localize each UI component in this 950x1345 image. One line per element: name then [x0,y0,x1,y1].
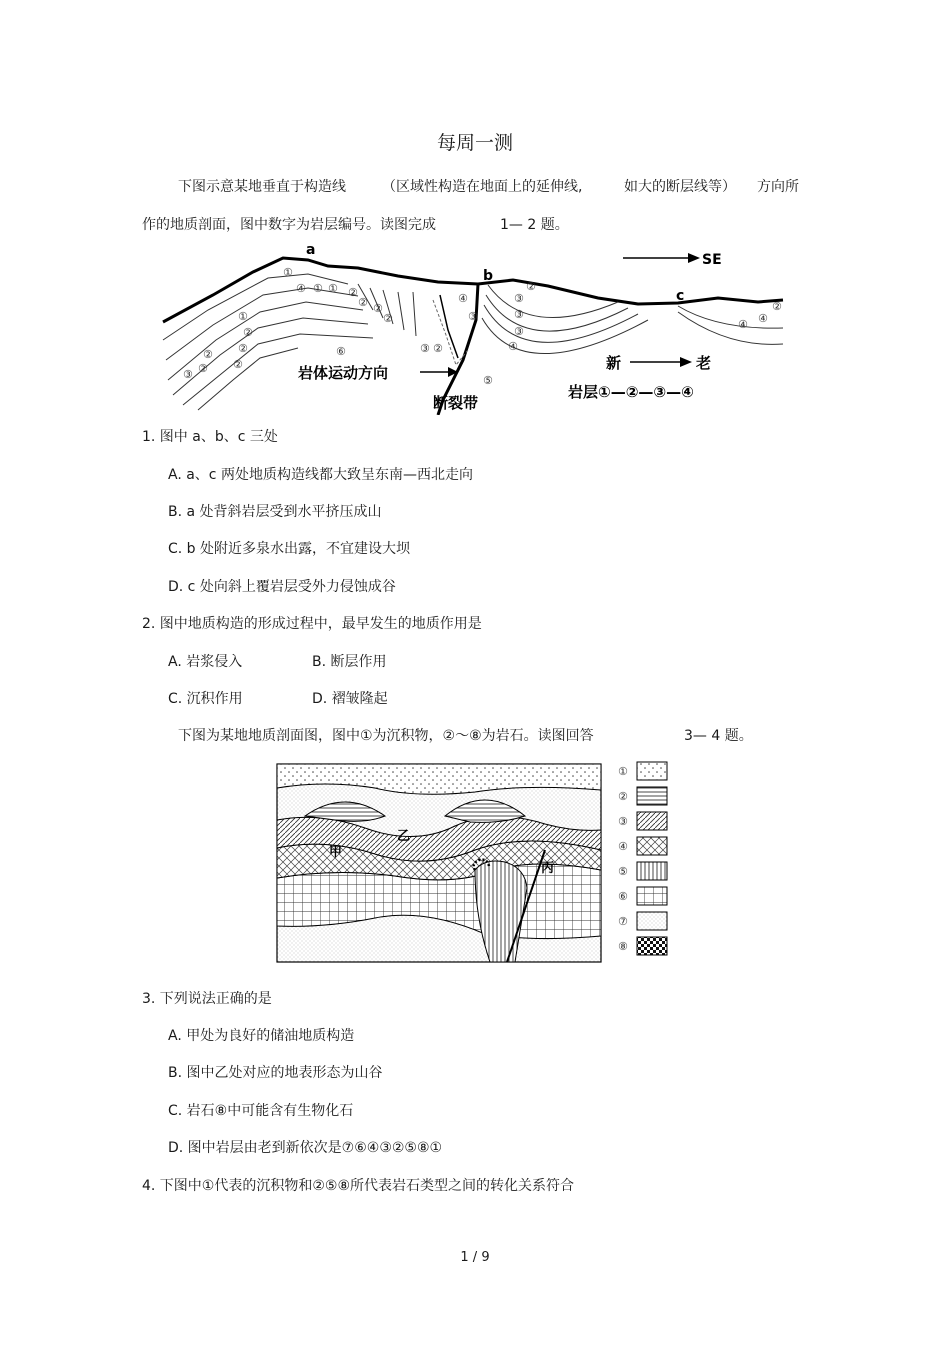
q3-option-c[interactable]: C. 岩石⑧中可能含有生物化石 [168,1103,354,1119]
intro1-line1-b: （区域性构造在地面上的延伸线, [382,179,583,195]
layer-mark: ② [233,358,243,371]
rock-movement-label: 岩体运动方向 [298,364,389,382]
layer-mark: ⑤ [483,374,493,387]
intro1-line2-a: 作的地质剖面，图中数字为岩层编号。读图完成 [142,217,436,233]
intro1-line1-a: 下图示意某地垂直于构造线 [178,179,346,195]
label-jia: 甲 [329,845,343,860]
intro1-line1-c: 如大的断层线等） [624,179,736,195]
q3-option-d[interactable]: D. 图中岩层由老到新依次是⑦⑥④③②⑤⑧① [168,1140,443,1156]
legend-num: ⑦ [618,915,628,928]
layer-mark: ④ [508,340,518,353]
layer-mark: ④ [296,282,306,295]
figure1-cross-section [158,240,790,415]
layer-mark: ② [348,286,358,299]
q3-stem: 3. 下列说法正确的是 [142,991,272,1007]
legend-swatch [637,912,667,930]
legend-swatch [637,887,667,905]
q1-option-c[interactable]: C. b 处附近多泉水出露，不宜建设大坝 [168,541,411,557]
point-label-c: c [676,288,685,304]
layer-mark: ② [203,348,213,361]
layer-mark: ② [358,296,368,309]
q1-stem: 1. 图中 a、b、c 三处 [142,429,278,445]
arrow-head-icon [680,357,692,367]
q4-stem: 4. 下图中①代表的沉积物和②⑤⑧所代表岩石类型之间的转化关系符合 [142,1178,575,1194]
layer-mark: ② [238,342,248,355]
q2-stem: 2. 图中地质构造的形成过程中，最早发生的地质作用是 [142,616,482,632]
layer-mark: ② [772,300,782,313]
legend-swatch [637,762,667,780]
legend-swatch [637,812,667,830]
legend-swatch [637,837,667,855]
layer-mark: ② [373,302,383,315]
q2-option-a[interactable]: A. 岩浆侵入 [168,654,243,670]
intro1-line1-d: 方向所 [757,179,799,195]
layer-mark: ① [328,282,338,295]
layer-mark: ③ [514,292,524,305]
legend-num: ⑥ [618,890,628,903]
layer-mark: ③ [420,342,430,355]
layer-mark: ③ [514,325,524,338]
legend-old: 老 [696,354,712,372]
legend-swatch [637,862,667,880]
q3-option-a[interactable]: A. 甲处为良好的储油地质构造 [168,1028,355,1044]
q2-option-b[interactable]: B. 断层作用 [312,654,387,670]
layer-mark: ③ [514,308,524,321]
layer-mark: ④ [738,318,748,331]
legend-num: ① [618,765,628,778]
layer-mark: ③ [183,368,193,381]
q2-option-d[interactable]: D. 褶皱隆起 [312,691,388,707]
legend-num: ④ [618,840,628,853]
q3-option-b[interactable]: B. 图中乙处对应的地表形态为山谷 [168,1065,383,1081]
point-label-a: a [306,242,316,258]
fault-zone-label: 断裂带 [433,394,479,412]
layer-mark: ① [283,266,293,279]
q1-option-a[interactable]: A. a、c 两处地质构造线都大致呈东南—西北走向 [168,467,473,483]
legend-swatch [637,937,667,955]
legend-new: 新 [606,354,622,372]
label-bing: 丙 [541,861,555,876]
layer-mark: ② [383,312,393,325]
layer-mark: ② [243,326,253,339]
q1-option-d[interactable]: D. c 处向斜上覆岩层受外力侵蚀成谷 [168,579,396,595]
layer-mark: ② [198,362,208,375]
legend-num: ⑤ [618,865,628,878]
layer-mark: ⑥ [336,345,346,358]
point-label-b: b [483,268,494,284]
figure2-geologic-section [275,758,675,964]
layer-mark: ③ [468,310,478,323]
legend-num: ⑧ [618,940,628,953]
layer-mark: ④ [758,312,768,325]
legend-num: ③ [618,815,628,828]
intro2-a: 下图为某地地质剖面图，图中①为沉积物，②～⑧为岩石。读图回答 [178,728,594,744]
arrow-head-icon [688,253,700,263]
label-yi: 乙 [397,829,411,844]
q2-option-c[interactable]: C. 沉积作用 [168,691,243,707]
layer-mark: ① [313,282,323,295]
legend-num: ② [618,790,628,803]
direction-label: SE [702,252,722,268]
intro2-b: 3— 4 题。 [684,728,753,744]
layer-mark: ① [238,310,248,323]
legend-swatch [637,787,667,805]
layer-mark: ④ [458,292,468,305]
q1-option-b[interactable]: B. a 处背斜岩层受到水平挤压成山 [168,504,382,520]
page-title: 每周一测 [436,132,513,154]
intro1-line2-b: 1— 2 题。 [500,217,569,233]
page-number: 1 / 9 [460,1250,490,1265]
layer-mark: ② [526,280,536,293]
layer-mark: ② [433,342,443,355]
legend-strata: 岩层①—②—③—④ [568,383,694,401]
